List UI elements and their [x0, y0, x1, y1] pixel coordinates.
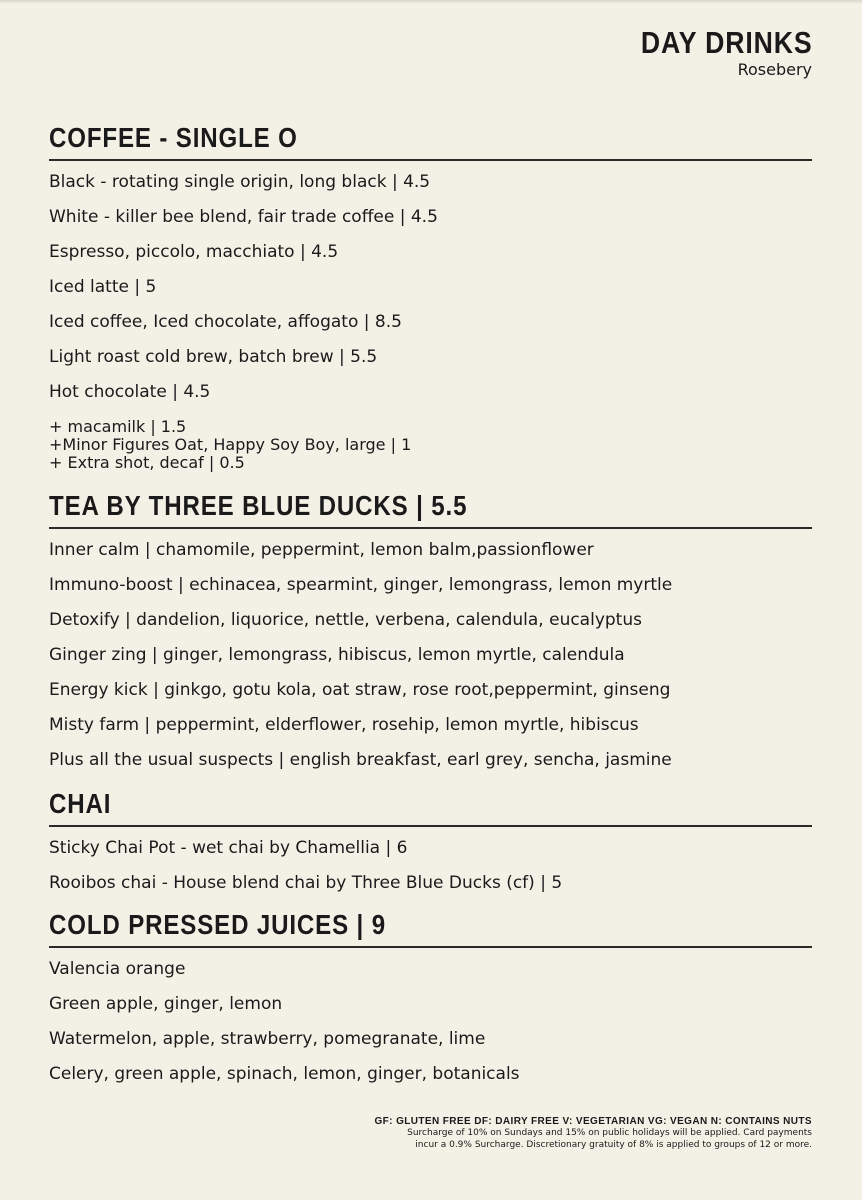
menu-item: Celery, green apple, spinach, lemon, ginger, botanicals: [49, 1063, 520, 1084]
section-divider: [49, 825, 812, 827]
section-heading-coffee: COFFEE - SINGLE O: [49, 122, 298, 153]
section-chai: [49, 787, 812, 901]
menu-item: Espresso, piccolo, macchiato | 4.5: [49, 241, 339, 262]
menu-item: Ginger zing | ginger, lemongrass, hibiscus, lemon myrtle, calendula: [49, 644, 625, 665]
menu-item: Sticky Chai Pot - wet chai by Chamellia | 6: [49, 837, 408, 858]
section-heading-tea: TEA BY THREE BLUE DUCKS | 5.5: [49, 490, 468, 521]
menu-title: DAY DRINKS: [640, 25, 812, 60]
tea-item-list: [49, 533, 812, 778]
menu-item: Valencia orange: [49, 958, 186, 979]
chai-item-list: [49, 831, 812, 901]
section-heading-juices: COLD PRESSED JUICES | 9: [49, 909, 386, 940]
coffee-item-list: [49, 165, 812, 410]
menu-item: Hot chocolate | 4.5: [49, 381, 211, 402]
section-divider: [49, 946, 812, 948]
section-divider: [49, 527, 812, 529]
menu-item: Iced coffee, Iced chocolate, affogato | 8.5: [49, 311, 402, 332]
section-tea: [49, 489, 812, 778]
top-shadow: [0, 0, 862, 4]
menu-item: Misty farm | peppermint, elderflower, rosehip, lemon myrtle, hibiscus: [49, 714, 639, 735]
menu-item: Green apple, ginger, lemon: [49, 993, 283, 1014]
location-name: Rosebery: [737, 60, 812, 79]
coffee-addons: [49, 418, 812, 472]
addon-item: + macamilk | 1.5: [49, 416, 187, 436]
dietary-legend: GF: GLUTEN FREE DF: DAIRY FREE V: VEGETARIAN VG: VEGAN N: CONTAINS NUTS: [374, 1116, 812, 1127]
juice-item-list: [49, 952, 812, 1092]
menu-item: Detoxify | dandelion, liquorice, nettle, verbena, calendula, eucalyptus: [49, 609, 642, 630]
menu-item: Watermelon, apple, strawberry, pomegranate, lime: [49, 1028, 486, 1049]
surcharge-note-line: Surcharge of 10% on Sundays and 15% on public holidays will be applied. Card payments: [407, 1128, 812, 1138]
menu-item: Energy kick | ginkgo, gotu kola, oat straw, rose root,peppermint, ginseng: [49, 679, 671, 700]
menu-item: Rooibos chai - House blend chai by Three Blue Ducks (cf) | 5: [49, 872, 563, 893]
section-heading-chai: CHAI: [49, 788, 112, 819]
section-coffee: [49, 121, 812, 472]
section-juices: [49, 908, 812, 1092]
menu-item: Immuno-boost | echinacea, spearmint, ginger, lemongrass, lemon myrtle: [49, 574, 673, 595]
menu-item: Iced latte | 5: [49, 276, 157, 297]
menu-item: Black - rotating single origin, long black | 4.5: [49, 171, 431, 192]
footer: [375, 1116, 813, 1151]
menu-item: Light roast cold brew, batch brew | 5.5: [49, 346, 378, 367]
section-divider: [49, 159, 812, 161]
addon-item: +Minor Figures Oat, Happy Soy Boy, large | 1: [49, 434, 412, 454]
menu-item: Inner calm | chamomile, peppermint, lemon balm,passionflower: [49, 539, 594, 560]
surcharge-note-line: incur a 0.9% Surcharge. Discretionary gratuity of 8% is applied to groups of 12 or more.: [415, 1139, 812, 1150]
menu-item: White - killer bee blend, fair trade coffee | 4.5: [49, 206, 438, 227]
menu-item: Plus all the usual suspects | english breakfast, earl grey, sencha, jasmine: [49, 749, 672, 770]
brand-block: [613, 26, 813, 80]
addon-item: + Extra shot, decaf | 0.5: [49, 452, 245, 472]
